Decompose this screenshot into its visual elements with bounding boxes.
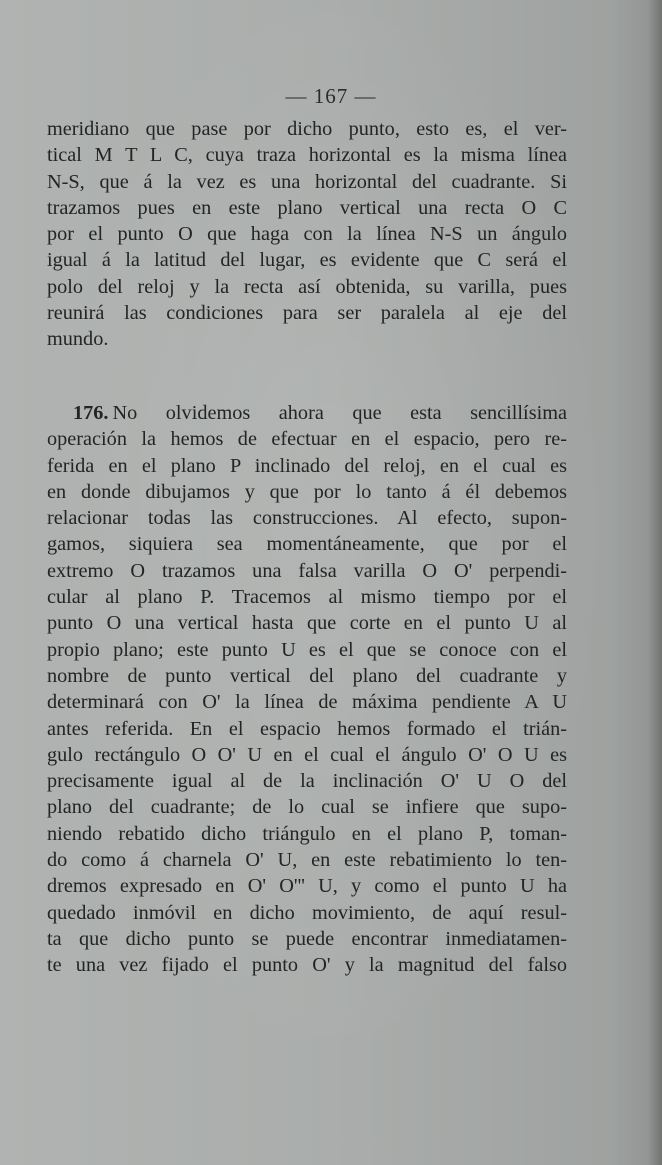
- text-line: cular al plano P. Tracemos al mismo tiempo por el: [47, 586, 567, 609]
- text-line: antes referida. En el espacio hemos formado el trián-: [47, 717, 567, 740]
- paragraph-continuation: [47, 116, 567, 353]
- text-line: quedado inmóvil en dicho movimiento, de aquí resul-: [47, 901, 567, 924]
- text-line: do como á charnela O' U, en este rebatimiento lo ten-: [47, 849, 567, 872]
- text-line: relacionar todas las construcciones. Al efecto, supon-: [47, 507, 567, 530]
- text-line: en donde dibujamos y que por lo tanto á él debemos: [47, 480, 567, 503]
- text-line-first: [47, 400, 567, 426]
- text-line: reunirá las condiciones para ser paralela al eje del: [47, 302, 567, 325]
- text-line: tical M T L C, cuya traza horizontal es la misma línea: [47, 144, 567, 167]
- page-edge-shadow: [648, 0, 662, 1165]
- text-line: por el punto O que haga con la línea N-S un ángulo: [47, 223, 567, 246]
- text-line: trazamos pues en este plano vertical una recta O C: [47, 196, 567, 219]
- text-line: mundo.: [47, 328, 109, 351]
- text-line: gulo rectángulo O O' U en el cual el ángulo O' O U es: [47, 743, 567, 766]
- text-line: ta que dicho punto se puede encontrar inmediatamen-: [47, 927, 567, 950]
- text-line: precisamente igual al de la inclinación O' U O del: [47, 770, 567, 793]
- text-line: ferida en el plano P inclinado del reloj, en el cual es: [47, 454, 567, 477]
- page-number: — 167 —: [285, 84, 377, 108]
- text-line: extremo O trazamos una falsa varilla O O' perpendi-: [47, 559, 567, 582]
- text-line-first-body: No olvidemos ahora que esta sencillísima: [112, 402, 567, 424]
- text-line: niendo rebatido dicho triángulo en el plano P, toman-: [47, 822, 567, 845]
- text-line: operación la hemos de efectuar en el espacio, pero re-: [47, 428, 567, 451]
- section-number: 176.: [73, 402, 109, 424]
- text-line: nombre de punto vertical del plano del cuadrante y: [47, 664, 567, 687]
- text-line: meridiano que pase por dicho punto, esto es, el ver-: [47, 118, 567, 140]
- text-line: punto O una vertical hasta que corte en el punto U al: [47, 612, 567, 635]
- text-line: te una vez fijado el punto O' y la magnitud del falso: [47, 954, 567, 977]
- text-line: plano del cuadrante; de lo cual se infiere que supo-: [47, 796, 567, 819]
- text-line: dremos expresado en O' O''' U, y como el punto U ha: [47, 875, 567, 898]
- text-line: polo del reloj y la recta así obtenida, su varilla, pues: [47, 275, 567, 298]
- text-line: N-S, que á la vez es una horizontal del cuadrante. Si: [47, 170, 567, 193]
- text-line: igual á la latitud del lugar, es evidente que C será el: [47, 249, 567, 272]
- text-line: determinará con O' la línea de máxima pendiente A U: [47, 691, 567, 714]
- text-line: propio plano; este punto U es el que se conoce con el: [47, 638, 567, 661]
- text-line: gamos, siquiera sea momentáneamente, que por el: [47, 533, 567, 556]
- paragraph-section-176: [47, 400, 567, 979]
